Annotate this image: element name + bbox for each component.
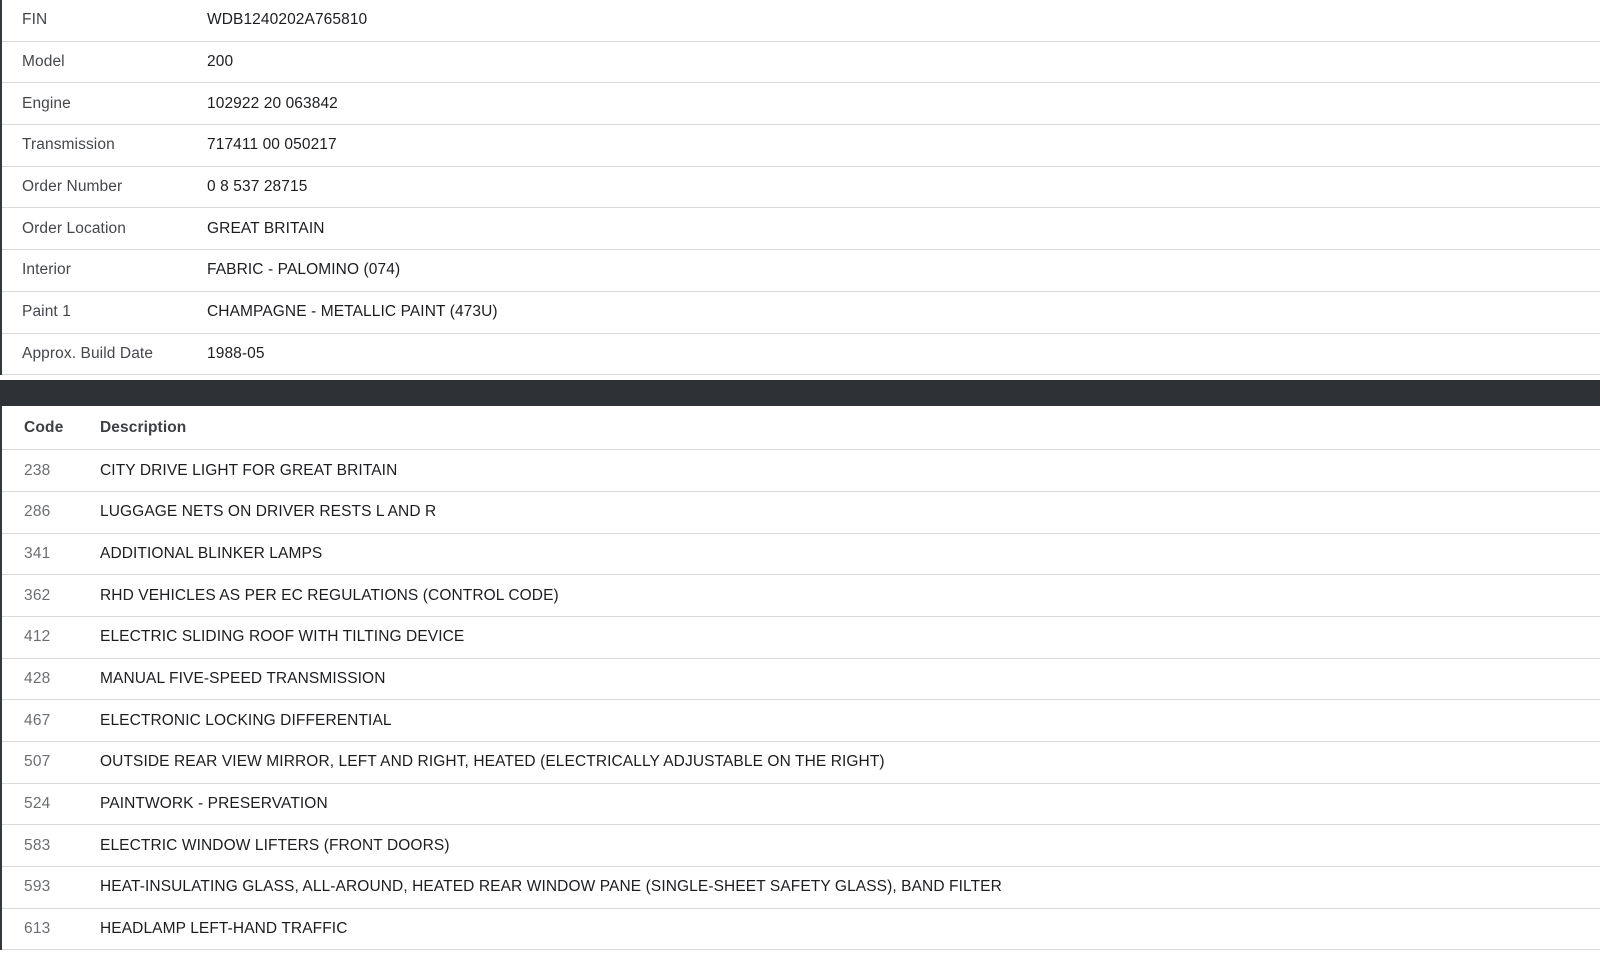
option-row: [2, 909, 1600, 951]
option-description: ELECTRIC WINDOW LIFTERS (FRONT DOORS): [100, 836, 450, 854]
option-code: 341: [24, 544, 51, 562]
option-row: [2, 659, 1600, 701]
option-description: HEADLAMP LEFT-HAND TRAFFIC: [100, 920, 348, 938]
spec-value: 200: [207, 53, 234, 71]
option-row: [2, 867, 1600, 909]
option-row: [2, 450, 1600, 492]
option-code: 583: [24, 836, 51, 854]
option-row: [2, 617, 1600, 659]
option-code: 467: [24, 711, 51, 729]
spec-row: [2, 42, 1600, 84]
option-codes-table: [0, 406, 1600, 950]
spec-label: Order Number: [22, 178, 123, 196]
option-codes-header-row: [2, 406, 1600, 450]
option-code: 362: [24, 586, 51, 604]
spec-label: Approx. Build Date: [22, 344, 154, 362]
spec-value: WDB1240202A765810: [207, 11, 368, 29]
spec-row: [2, 83, 1600, 125]
spec-row: [2, 250, 1600, 292]
option-row: [2, 575, 1600, 617]
spec-value: 1988-05: [207, 344, 265, 362]
spec-label: Model: [22, 53, 65, 71]
option-description: OUTSIDE REAR VIEW MIRROR, LEFT AND RIGHT, HEATED (ELECTRICALLY ADJUSTABLE ON THE RIGHT): [100, 753, 885, 771]
spec-label: Interior: [22, 261, 72, 279]
option-row: [2, 784, 1600, 826]
option-description: CITY DRIVE LIGHT FOR GREAT BRITAIN: [100, 461, 398, 479]
option-description: ELECTRONIC LOCKING DIFFERENTIAL: [100, 711, 392, 729]
spec-row: [2, 334, 1600, 376]
option-row: [2, 700, 1600, 742]
option-code: 593: [24, 878, 51, 896]
option-code: 238: [24, 461, 51, 479]
option-row: [2, 825, 1600, 867]
spec-label: FIN: [22, 11, 48, 29]
option-row: [2, 492, 1600, 534]
option-row: [2, 742, 1600, 784]
spec-value: FABRIC - PALOMINO (074): [207, 261, 401, 279]
option-description: ELECTRIC SLIDING ROOF WITH TILTING DEVICE: [100, 628, 465, 646]
spec-label: Order Location: [22, 219, 126, 237]
spec-value: 0 8 537 28715: [207, 178, 308, 196]
option-code: 613: [24, 920, 51, 938]
spec-row: [2, 292, 1600, 334]
spec-row: [2, 167, 1600, 209]
option-code: 412: [24, 628, 51, 646]
spec-label: Engine: [22, 94, 71, 112]
code-column-header: Code: [24, 418, 64, 436]
section-divider-bar: [0, 380, 1600, 406]
spec-row: [2, 0, 1600, 42]
spec-row: [2, 125, 1600, 167]
description-column-header: Description: [100, 418, 187, 436]
spec-row: [2, 208, 1600, 250]
spec-label: Paint 1: [22, 303, 71, 321]
spec-value: CHAMPAGNE - METALLIC PAINT (473U): [207, 303, 498, 321]
spec-value: 717411 00 050217: [207, 136, 337, 154]
vehicle-info-table: [0, 0, 1600, 375]
option-description: ADDITIONAL BLINKER LAMPS: [100, 544, 323, 562]
option-description: PAINTWORK - PRESERVATION: [100, 795, 328, 813]
option-code: 507: [24, 753, 51, 771]
option-row: [2, 534, 1600, 576]
option-description: MANUAL FIVE-SPEED TRANSMISSION: [100, 669, 386, 687]
spec-value: 102922 20 063842: [207, 94, 338, 112]
option-code: 524: [24, 795, 51, 813]
spec-value: GREAT BRITAIN: [207, 219, 325, 237]
option-code: 428: [24, 669, 51, 687]
option-description: LUGGAGE NETS ON DRIVER RESTS L AND R: [100, 503, 437, 521]
option-description: RHD VEHICLES AS PER EC REGULATIONS (CONTROL CODE): [100, 586, 559, 604]
option-description: HEAT-INSULATING GLASS, ALL-AROUND, HEATED REAR WINDOW PANE (SINGLE-SHEET SAFETY GLASS), BAND FILTER: [100, 878, 1002, 896]
spec-label: Transmission: [22, 136, 115, 154]
option-code: 286: [24, 503, 51, 521]
